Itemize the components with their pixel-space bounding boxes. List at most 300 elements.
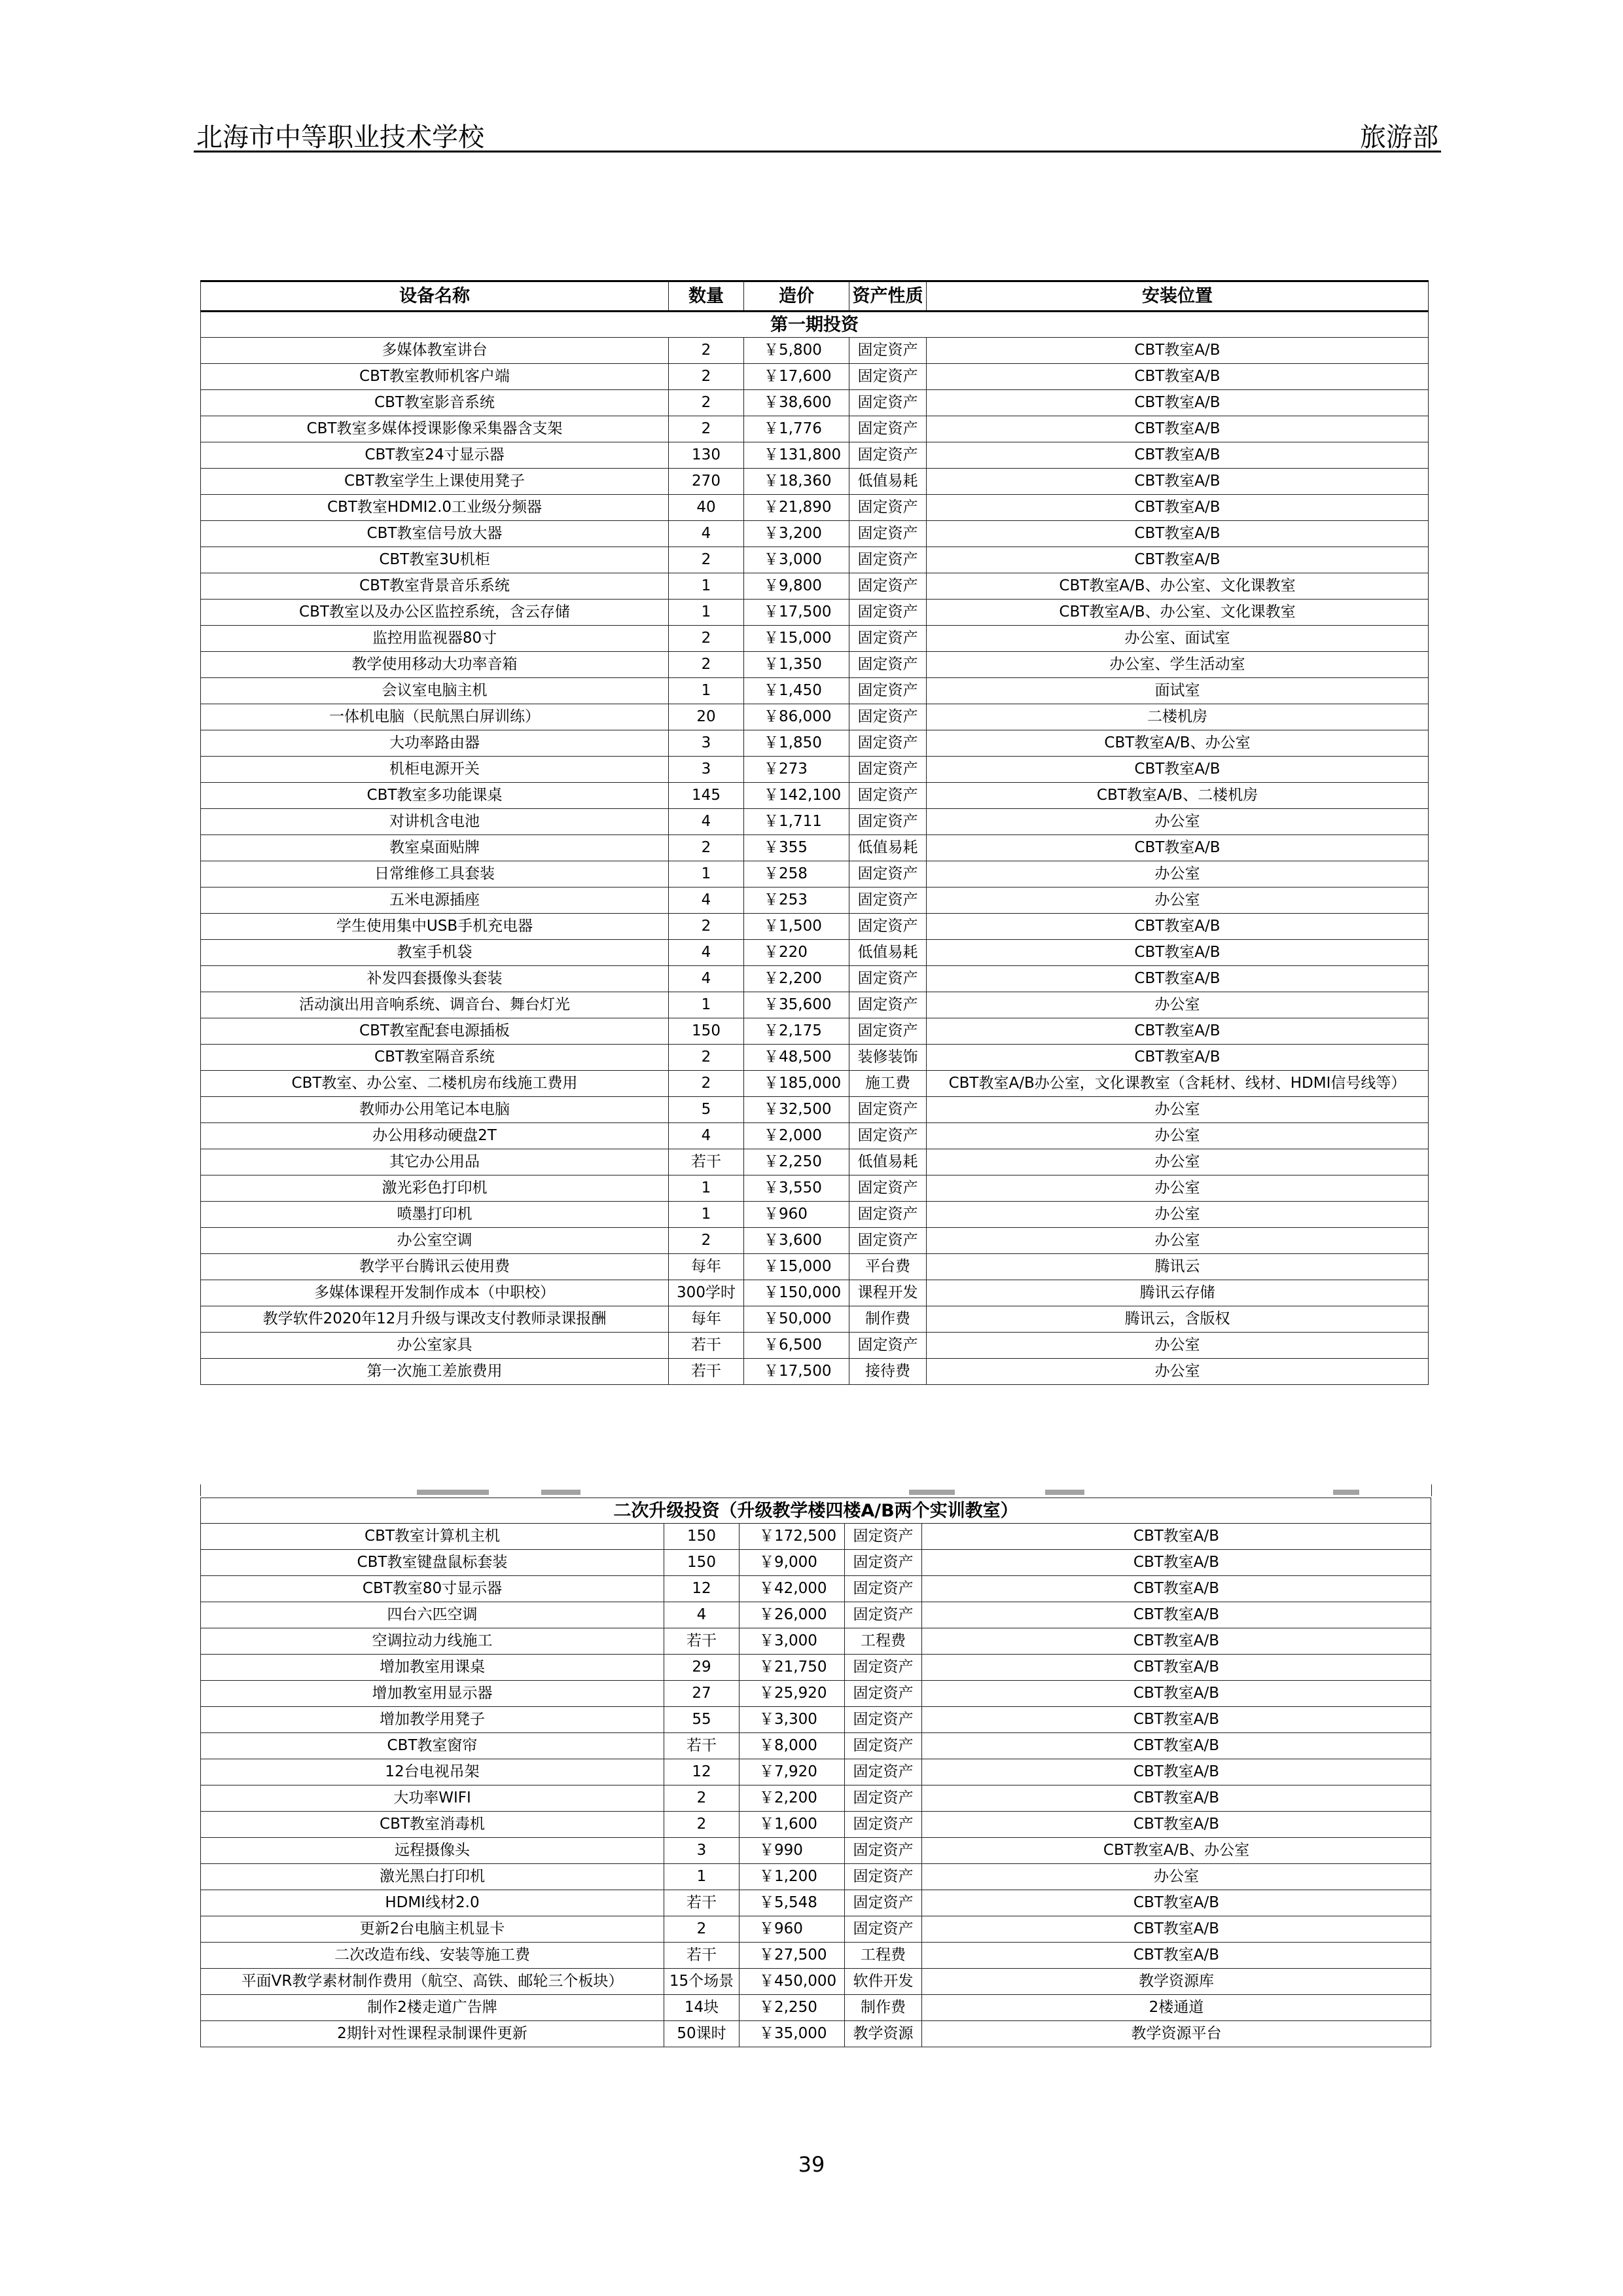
location-cell: CBT教室A/B <box>927 442 1429 469</box>
quantity-cell: 1 <box>669 678 744 704</box>
asset-type-cell: 低值易耗 <box>849 940 927 966</box>
asset-type-cell: 装修装饰 <box>849 1045 927 1071</box>
asset-type-cell: 固定资产 <box>849 809 927 835</box>
quantity-cell: 2 <box>664 1812 740 1838</box>
location-cell: 腾讯云，含版权 <box>927 1306 1429 1333</box>
asset-type-cell: 施工费 <box>849 1071 927 1097</box>
table-row <box>201 1333 1429 1359</box>
equipment-name-cell: CBT教室多功能课桌 <box>201 783 669 809</box>
equipment-name-cell: 五米电源插座 <box>201 888 669 914</box>
asset-type-cell: 固定资产 <box>845 1864 922 1890</box>
asset-type-cell: 固定资产 <box>845 1681 922 1707</box>
asset-type-cell: 固定资产 <box>845 1916 922 1943</box>
column-header-name: 设备名称 <box>201 281 669 312</box>
cost-cell: ￥27,500 <box>740 1943 845 1969</box>
cost-cell: ￥3,200 <box>744 521 849 547</box>
asset-type-cell: 固定资产 <box>849 704 927 730</box>
cost-cell: ￥2,000 <box>744 1123 849 1149</box>
cost-cell: ￥25,920 <box>740 1681 845 1707</box>
quantity-cell: 4 <box>669 888 744 914</box>
table-row <box>201 809 1429 835</box>
equipment-name-cell: CBT教室背景音乐系统 <box>201 573 669 600</box>
quantity-cell: 1 <box>669 600 744 626</box>
page-header <box>194 113 1441 152</box>
asset-type-cell: 固定资产 <box>849 1228 927 1254</box>
cost-cell: ￥3,000 <box>740 1628 845 1655</box>
cost-cell: ￥1,200 <box>740 1864 845 1890</box>
equipment-name-cell: 四台六匹空调 <box>201 1602 664 1628</box>
quantity-cell: 若干 <box>664 1890 740 1916</box>
equipment-name-cell: CBT教室80寸显示器 <box>201 1576 664 1602</box>
equipment-name-cell: 日常维修工具套装 <box>201 861 669 888</box>
cost-cell: ￥150,000 <box>744 1280 849 1306</box>
cost-cell: ￥2,200 <box>740 1785 845 1812</box>
cost-cell: ￥42,000 <box>740 1576 845 1602</box>
location-cell: 二楼机房 <box>927 704 1429 730</box>
cost-cell: ￥960 <box>740 1916 845 1943</box>
equipment-name-cell: 12台电视吊架 <box>201 1759 664 1785</box>
table-row <box>201 1890 1431 1916</box>
equipment-name-cell: 教学软件2020年12月升级与课改支付教师录课报酬 <box>201 1306 669 1333</box>
cost-cell: ￥1,711 <box>744 809 849 835</box>
cost-cell: ￥960 <box>744 1202 849 1228</box>
asset-type-cell: 固定资产 <box>849 1123 927 1149</box>
equipment-name-cell: CBT教室信号放大器 <box>201 521 669 547</box>
section-2-title: 二次升级投资（升级教学楼四楼A/B两个实训教室） <box>201 1498 1431 1524</box>
quantity-cell: 1 <box>669 1175 744 1202</box>
location-cell: CBT教室A/B、办公室、文化课教室 <box>927 573 1429 600</box>
cost-cell: ￥2,250 <box>744 1149 849 1175</box>
location-cell: CBT教室A/B <box>927 940 1429 966</box>
table-row <box>201 469 1429 495</box>
cost-cell: ￥1,776 <box>744 416 849 442</box>
asset-type-cell: 制作费 <box>845 1995 922 2021</box>
cost-cell: ￥6,500 <box>744 1333 849 1359</box>
quantity-cell: 若干 <box>664 1628 740 1655</box>
equipment-name-cell: CBT教室、办公室、二楼机房布线施工费用 <box>201 1071 669 1097</box>
quantity-cell: 130 <box>669 442 744 469</box>
location-cell: 办公室 <box>927 1149 1429 1175</box>
location-cell: CBT教室A/B <box>922 1681 1431 1707</box>
quantity-cell: 55 <box>664 1707 740 1733</box>
location-cell: 办公室 <box>927 861 1429 888</box>
equipment-name-cell: CBT教室计算机主机 <box>201 1524 664 1550</box>
asset-type-cell: 固定资产 <box>849 600 927 626</box>
asset-type-cell: 固定资产 <box>849 390 927 416</box>
table-row <box>201 416 1429 442</box>
quantity-cell: 2 <box>669 652 744 678</box>
cost-cell: ￥1,350 <box>744 652 849 678</box>
location-cell: 教学资源库 <box>922 1969 1431 1995</box>
cost-cell: ￥17,600 <box>744 364 849 390</box>
location-cell: 办公室 <box>927 809 1429 835</box>
asset-type-cell: 平台费 <box>849 1254 927 1280</box>
quantity-cell: 145 <box>669 783 744 809</box>
location-cell: CBT教室A/B <box>927 914 1429 940</box>
asset-type-cell: 固定资产 <box>849 678 927 704</box>
cost-cell: ￥3,000 <box>744 547 849 573</box>
cost-cell: ￥220 <box>744 940 849 966</box>
quantity-cell: 若干 <box>669 1333 744 1359</box>
location-cell: 办公室、面试室 <box>927 626 1429 652</box>
location-cell: CBT教室A/B、办公室 <box>922 1838 1431 1864</box>
cost-cell: ￥3,550 <box>744 1175 849 1202</box>
equipment-name-cell: 学生使用集中USB手机充电器 <box>201 914 669 940</box>
table-row <box>201 1254 1429 1280</box>
location-cell: CBT教室A/B <box>922 1628 1431 1655</box>
quantity-cell: 27 <box>664 1681 740 1707</box>
cost-cell: ￥21,750 <box>740 1655 845 1681</box>
table-row <box>201 1759 1431 1785</box>
cost-cell: ￥1,500 <box>744 914 849 940</box>
quantity-cell: 每年 <box>669 1254 744 1280</box>
page-number: 39 <box>798 2152 825 2177</box>
cost-cell: ￥32,500 <box>744 1097 849 1123</box>
table-row <box>201 1524 1431 1550</box>
location-cell: CBT教室A/B <box>927 1045 1429 1071</box>
table-row <box>201 1864 1431 1890</box>
asset-type-cell: 固定资产 <box>845 1655 922 1681</box>
equipment-name-cell: 对讲机含电池 <box>201 809 669 835</box>
table-row <box>201 573 1429 600</box>
equipment-name-cell: 喷墨打印机 <box>201 1202 669 1228</box>
asset-type-cell: 固定资产 <box>845 1576 922 1602</box>
table-row <box>201 1045 1429 1071</box>
cost-cell: ￥2,250 <box>740 1995 845 2021</box>
location-cell: CBT教室A/B、二楼机房 <box>927 783 1429 809</box>
equipment-name-cell: 教室手机袋 <box>201 940 669 966</box>
asset-type-cell: 固定资产 <box>849 757 927 783</box>
location-cell: CBT教室A/B <box>927 1018 1429 1045</box>
table-row <box>201 1681 1431 1707</box>
cut-off-row-fragment <box>200 1484 1432 1496</box>
equipment-name-cell: 激光黑白打印机 <box>201 1864 664 1890</box>
table-row <box>201 757 1429 783</box>
asset-type-cell: 固定资产 <box>849 914 927 940</box>
equipment-name-cell: CBT教室隔音系统 <box>201 1045 669 1071</box>
location-cell: CBT教室A/B <box>922 1812 1431 1838</box>
table-row <box>201 600 1429 626</box>
asset-type-cell: 固定资产 <box>845 1707 922 1733</box>
table-row <box>201 861 1429 888</box>
equipment-name-cell: CBT教室3U机柜 <box>201 547 669 573</box>
asset-type-cell: 固定资产 <box>849 495 927 521</box>
location-cell: 教学资源平台 <box>922 2021 1431 2047</box>
table-row <box>201 1149 1429 1175</box>
location-cell: CBT教室A/B <box>927 495 1429 521</box>
equipment-name-cell: CBT教室学生上课使用凳子 <box>201 469 669 495</box>
quantity-cell: 1 <box>669 1202 744 1228</box>
asset-type-cell: 固定资产 <box>849 442 927 469</box>
column-header-location: 安装位置 <box>927 281 1429 312</box>
location-cell: 办公室、学生活动室 <box>927 652 1429 678</box>
quantity-cell: 14块 <box>664 1995 740 2021</box>
cost-cell: ￥258 <box>744 861 849 888</box>
quantity-cell: 15个场景 <box>664 1969 740 1995</box>
table-row <box>201 1602 1431 1628</box>
cost-cell: ￥5,548 <box>740 1890 845 1916</box>
equipment-name-cell: CBT教室窗帘 <box>201 1733 664 1759</box>
quantity-cell: 4 <box>669 809 744 835</box>
cost-cell: ￥8,000 <box>740 1733 845 1759</box>
equipment-name-cell: 大功率路由器 <box>201 730 669 757</box>
quantity-cell: 40 <box>669 495 744 521</box>
location-cell: CBT教室A/B <box>927 757 1429 783</box>
equipment-name-cell: 2期针对性课程录制课件更新 <box>201 2021 664 2047</box>
equipment-name-cell: 增加教室用课桌 <box>201 1655 664 1681</box>
table-row <box>201 547 1429 573</box>
asset-type-cell: 固定资产 <box>849 1202 927 1228</box>
quantity-cell: 2 <box>669 338 744 364</box>
asset-type-cell: 固定资产 <box>849 992 927 1018</box>
equipment-name-cell: 教师办公用笔记本电脑 <box>201 1097 669 1123</box>
quantity-cell: 1 <box>669 992 744 1018</box>
asset-type-cell: 固定资产 <box>849 652 927 678</box>
location-cell: 办公室 <box>927 1123 1429 1149</box>
asset-type-cell: 接待费 <box>849 1359 927 1385</box>
equipment-name-cell: HDMI线材2.0 <box>201 1890 664 1916</box>
quantity-cell: 20 <box>669 704 744 730</box>
equipment-name-cell: CBT教室配套电源插板 <box>201 1018 669 1045</box>
section-1-title: 第一期投资 <box>201 312 1429 338</box>
equipment-name-cell: 大功率WIFI <box>201 1785 664 1812</box>
equipment-name-cell: 第一次施工差旅费用 <box>201 1359 669 1385</box>
equipment-name-cell: CBT教室教师机客户端 <box>201 364 669 390</box>
cost-cell: ￥26,000 <box>740 1602 845 1628</box>
quantity-cell: 2 <box>664 1916 740 1943</box>
table-row <box>201 1969 1431 1995</box>
location-cell: CBT教室A/B办公室，文化课教室（含耗材、线材、HDMI信号线等） <box>927 1071 1429 1097</box>
asset-type-cell: 固定资产 <box>849 1333 927 1359</box>
location-cell: CBT教室A/B <box>927 469 1429 495</box>
table-row <box>201 1359 1429 1385</box>
quantity-cell: 29 <box>664 1655 740 1681</box>
quantity-cell: 4 <box>669 1123 744 1149</box>
asset-type-cell: 教学资源 <box>845 2021 922 2047</box>
table-row <box>201 1838 1431 1864</box>
quantity-cell: 1 <box>669 573 744 600</box>
quantity-cell: 2 <box>664 1785 740 1812</box>
quantity-cell: 270 <box>669 469 744 495</box>
location-cell: CBT教室A/B <box>927 416 1429 442</box>
asset-type-cell: 固定资产 <box>845 1524 922 1550</box>
table-row <box>201 1175 1429 1202</box>
school-name: 北海市中等职业技术学校 <box>196 122 484 152</box>
location-cell: CBT教室A/B <box>922 1733 1431 1759</box>
cost-cell: ￥18,360 <box>744 469 849 495</box>
asset-type-cell: 固定资产 <box>849 1097 927 1123</box>
table-row <box>201 992 1429 1018</box>
asset-type-cell: 固定资产 <box>845 1759 922 1785</box>
quantity-cell: 2 <box>669 416 744 442</box>
column-header-cost: 造价 <box>744 281 849 312</box>
asset-type-cell: 固定资产 <box>849 1175 927 1202</box>
location-cell: CBT教室A/B <box>927 966 1429 992</box>
equipment-name-cell: 多媒体教室讲台 <box>201 338 669 364</box>
asset-type-cell: 固定资产 <box>845 1812 922 1838</box>
cost-cell: ￥172,500 <box>740 1524 845 1550</box>
asset-type-cell: 固定资产 <box>849 521 927 547</box>
equipment-name-cell: 增加教室用显示器 <box>201 1681 664 1707</box>
table-row <box>201 626 1429 652</box>
cost-cell: ￥3,600 <box>744 1228 849 1254</box>
quantity-cell: 2 <box>669 364 744 390</box>
department-name: 旅游部 <box>1360 122 1438 152</box>
location-cell: CBT教室A/B <box>922 1602 1431 1628</box>
asset-type-cell: 固定资产 <box>845 1602 922 1628</box>
equipment-name-cell: CBT教室24寸显示器 <box>201 442 669 469</box>
table-row <box>201 1995 1431 2021</box>
quantity-cell: 150 <box>664 1524 740 1550</box>
cost-cell: ￥15,000 <box>744 626 849 652</box>
location-cell: 办公室 <box>927 992 1429 1018</box>
table-row <box>201 914 1429 940</box>
table-row <box>201 1707 1431 1733</box>
quantity-cell: 150 <box>664 1550 740 1576</box>
location-cell: 办公室 <box>927 1333 1429 1359</box>
asset-type-cell: 制作费 <box>849 1306 927 1333</box>
quantity-cell: 1 <box>664 1864 740 1890</box>
asset-type-cell: 工程费 <box>845 1628 922 1655</box>
asset-type-cell: 低值易耗 <box>849 469 927 495</box>
table-row <box>201 835 1429 861</box>
asset-type-cell: 固定资产 <box>849 966 927 992</box>
cost-cell: ￥50,000 <box>744 1306 849 1333</box>
table-row <box>201 704 1429 730</box>
section-1-title-row <box>201 312 1429 338</box>
cost-cell: ￥185,000 <box>744 1071 849 1097</box>
asset-type-cell: 固定资产 <box>849 861 927 888</box>
cost-cell: ￥35,600 <box>744 992 849 1018</box>
table-row <box>201 1812 1431 1838</box>
cost-cell: ￥355 <box>744 835 849 861</box>
equipment-name-cell: CBT教室消毒机 <box>201 1812 664 1838</box>
equipment-name-cell: 补发四套摄像头套装 <box>201 966 669 992</box>
quantity-cell: 3 <box>664 1838 740 1864</box>
equipment-name-cell: 教室桌面贴牌 <box>201 835 669 861</box>
location-cell: CBT教室A/B <box>922 1943 1431 1969</box>
equipment-name-cell: CBT教室多媒体授课影像采集器含支架 <box>201 416 669 442</box>
table-row <box>201 966 1429 992</box>
equipment-name-cell: 教学使用移动大功率音箱 <box>201 652 669 678</box>
quantity-cell: 50课时 <box>664 2021 740 2047</box>
equipment-name-cell: 激光彩色打印机 <box>201 1175 669 1202</box>
table-row <box>201 521 1429 547</box>
cost-cell: ￥3,300 <box>740 1707 845 1733</box>
quantity-cell: 300学时 <box>669 1280 744 1306</box>
asset-type-cell: 固定资产 <box>849 416 927 442</box>
location-cell: 办公室 <box>927 888 1429 914</box>
cost-cell: ￥990 <box>740 1838 845 1864</box>
table-row <box>201 390 1429 416</box>
cost-cell: ￥1,450 <box>744 678 849 704</box>
equipment-name-cell: 办公室空调 <box>201 1228 669 1254</box>
asset-type-cell: 固定资产 <box>849 573 927 600</box>
location-cell: 腾讯云存储 <box>927 1280 1429 1306</box>
table-row <box>201 364 1429 390</box>
table-row <box>201 1018 1429 1045</box>
cost-cell: ￥17,500 <box>744 1359 849 1385</box>
cost-cell: ￥15,000 <box>744 1254 849 1280</box>
table-row <box>201 940 1429 966</box>
cost-cell: ￥5,800 <box>744 338 849 364</box>
location-cell: CBT教室A/B <box>922 1916 1431 1943</box>
equipment-name-cell: 空调拉动力线施工 <box>201 1628 664 1655</box>
equipment-name-cell: 平面VR教学素材制作费用（航空、高铁、邮轮三个板块） <box>201 1969 664 1995</box>
asset-type-cell: 课程开发 <box>849 1280 927 1306</box>
table-row <box>201 1655 1431 1681</box>
cost-cell: ￥7,920 <box>740 1759 845 1785</box>
quantity-cell: 2 <box>669 626 744 652</box>
column-header-quantity: 数量 <box>669 281 744 312</box>
asset-type-cell: 固定资产 <box>849 1018 927 1045</box>
asset-type-cell: 固定资产 <box>849 783 927 809</box>
section-2-title-row <box>201 1498 1431 1524</box>
quantity-cell: 12 <box>664 1576 740 1602</box>
column-header-asset-type: 资产性质 <box>849 281 927 312</box>
table-row <box>201 730 1429 757</box>
asset-type-cell: 固定资产 <box>849 730 927 757</box>
cost-cell: ￥2,175 <box>744 1018 849 1045</box>
location-cell: CBT教室A/B <box>922 1576 1431 1602</box>
equipment-name-cell: CBT教室键盘鼠标套装 <box>201 1550 664 1576</box>
location-cell: 2楼通道 <box>922 1995 1431 2021</box>
location-cell: CBT教室A/B <box>922 1707 1431 1733</box>
quantity-cell: 1 <box>669 861 744 888</box>
cost-cell: ￥48,500 <box>744 1045 849 1071</box>
cost-cell: ￥9,000 <box>740 1550 845 1576</box>
asset-type-cell: 低值易耗 <box>849 1149 927 1175</box>
quantity-cell: 2 <box>669 914 744 940</box>
location-cell: 办公室 <box>927 1228 1429 1254</box>
location-cell: CBT教室A/B <box>927 547 1429 573</box>
asset-type-cell: 固定资产 <box>849 364 927 390</box>
equipment-name-cell: 会议室电脑主机 <box>201 678 669 704</box>
asset-type-cell: 固定资产 <box>845 1733 922 1759</box>
asset-type-cell: 固定资产 <box>845 1838 922 1864</box>
equipment-name-cell: 一体机电脑（民航黑白屏训练） <box>201 704 669 730</box>
quantity-cell: 2 <box>669 1071 744 1097</box>
table-row <box>201 1123 1429 1149</box>
cost-cell: ￥38,600 <box>744 390 849 416</box>
quantity-cell: 若干 <box>669 1149 744 1175</box>
quantity-cell: 若干 <box>669 1359 744 1385</box>
equipment-name-cell: 远程摄像头 <box>201 1838 664 1864</box>
asset-type-cell: 低值易耗 <box>849 835 927 861</box>
table-row <box>201 2021 1431 2047</box>
location-cell: CBT教室A/B <box>927 835 1429 861</box>
equipment-table-phase-1 <box>200 280 1429 1385</box>
cost-cell: ￥450,000 <box>740 1969 845 1995</box>
equipment-name-cell: 二次改造布线、安装等施工费 <box>201 1943 664 1969</box>
table-row <box>201 1785 1431 1812</box>
table-row <box>201 1202 1429 1228</box>
cost-cell: ￥17,500 <box>744 600 849 626</box>
location-cell: CBT教室A/B <box>922 1785 1431 1812</box>
table-row <box>201 1733 1431 1759</box>
location-cell: CBT教室A/B <box>927 521 1429 547</box>
quantity-cell: 若干 <box>664 1733 740 1759</box>
location-cell: CBT教室A/B <box>927 338 1429 364</box>
location-cell: 办公室 <box>927 1202 1429 1228</box>
table-row <box>201 783 1429 809</box>
asset-type-cell: 固定资产 <box>849 888 927 914</box>
equipment-name-cell: CBT教室以及办公区监控系统，含云存储 <box>201 600 669 626</box>
quantity-cell: 4 <box>669 966 744 992</box>
quantity-cell: 4 <box>664 1602 740 1628</box>
location-cell: CBT教室A/B <box>922 1655 1431 1681</box>
table-row <box>201 1916 1431 1943</box>
